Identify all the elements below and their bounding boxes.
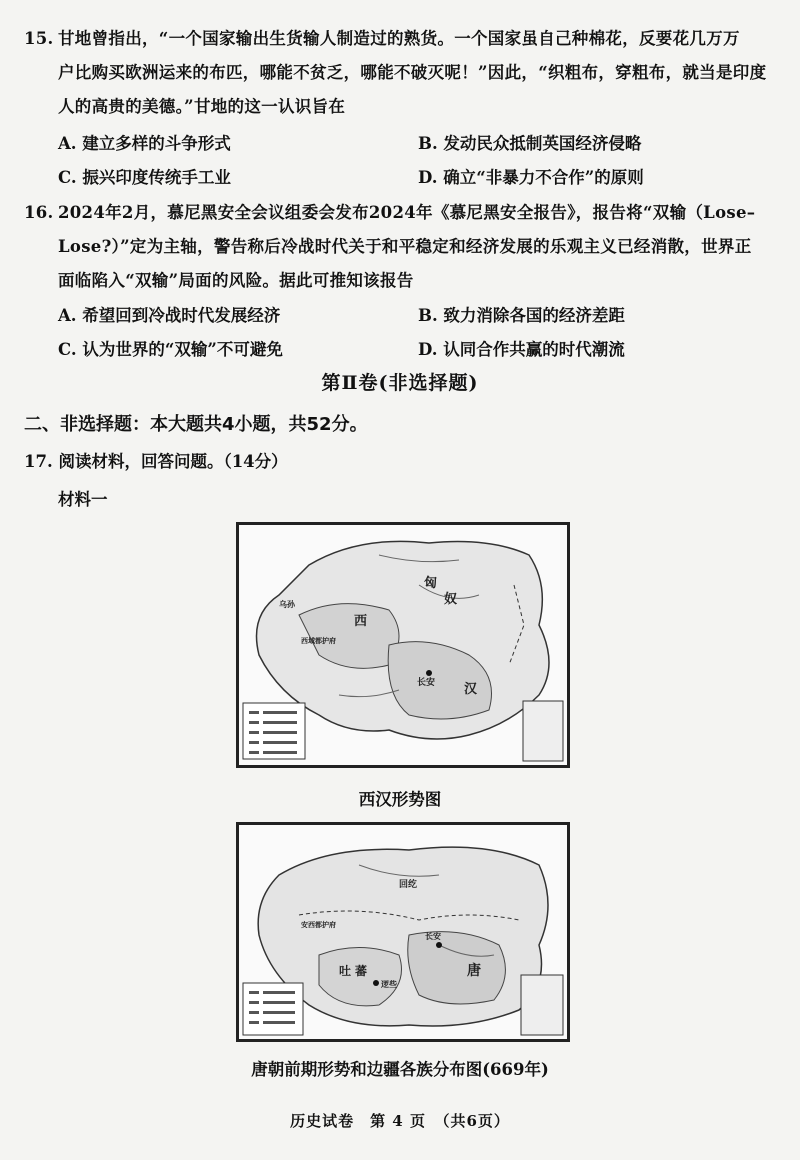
western-han-map-caption: 西汉形势图 [358, 790, 442, 809]
section-title: 第Ⅱ卷(非选择题) [321, 372, 479, 394]
label-huihe: 回纥 [399, 880, 418, 890]
q15-option-a[interactable]: A. 建立多样的斗争形式 [58, 134, 231, 153]
question-16-options [58, 302, 758, 362]
label-xi: 西 [354, 614, 368, 629]
early-tang-map-caption: 唐朝前期形势和边疆各族分布图(669年) [251, 1060, 549, 1079]
label-wusun: 乌孙 [279, 600, 295, 609]
tang-core-area [408, 932, 506, 1004]
label-xiyu: 西域都护府 [301, 637, 336, 645]
part-two-heading: 二、非选择题：本大题共4小题，共52分。 [24, 414, 368, 435]
map2-legend [243, 983, 303, 1035]
label-anxi: 安西都护府 [301, 921, 336, 929]
label-han: 汉 [464, 682, 478, 697]
early-tang-map [236, 822, 570, 1042]
tang-changan-marker [436, 942, 442, 948]
question-15-line-2: 户比购买欧洲运来的布匹，哪能不贫乏，哪能不破灭呢！”因此，“织粗布，穿粗布，就当是印度 [58, 63, 767, 82]
page-footer: 历史试卷 第 4 页 （共6页） [290, 1112, 510, 1130]
q15-option-c[interactable]: C. 振兴印度传统手工业 [58, 168, 231, 187]
label-tubo-b: 蕃 [355, 964, 368, 978]
label-tang-changan: 长安 [425, 932, 441, 941]
label-tang: 唐 [467, 963, 481, 979]
question-16-line-3: 面临陷入“双输”局面的风险。据此可推知该报告 [58, 271, 414, 290]
luoxie-marker [373, 980, 379, 986]
question-16-number: 16. [24, 203, 54, 222]
label-xiongnu-b: 奴 [444, 592, 458, 607]
label-tubo-a: 吐 [339, 964, 352, 978]
western-han-map [236, 522, 570, 768]
question-15-options [58, 130, 758, 190]
early-tang-map-svg [239, 825, 567, 1039]
question-15-line-1: 15. 甘地曾指出，“一个国家输出生货输人制造过的熟货。一个国家虽自己种棉花，反要花几万万 [24, 22, 784, 56]
q15-option-d[interactable]: D. 确立“非暴力不合作”的原则 [418, 168, 644, 187]
material-one-label: 材料一 [58, 490, 108, 509]
q16-option-b[interactable]: B. 致力消除各国的经济差距 [418, 306, 625, 325]
q16-option-d[interactable]: D. 认同合作共赢的时代潮流 [418, 340, 625, 359]
map1-inset [523, 701, 563, 761]
question-16 [24, 196, 784, 298]
question-16-line-2: Lose?）”定为主轴，警告称后冷战时代关于和平稳定和经济发展的乐观主义已经消散，世界正 [58, 237, 752, 256]
changan-marker [426, 670, 432, 676]
western-han-map-svg [239, 525, 567, 765]
q16-option-a[interactable]: A. 希望回到冷战时代发展经济 [58, 306, 281, 325]
question-17: 17. 阅读材料，回答问题。（14分） [24, 452, 288, 471]
map2-inset [521, 975, 563, 1035]
question-15-number: 15. [24, 29, 54, 48]
question-15-line-3: 人的高贵的美德。”甘地的这一认识旨在 [58, 97, 346, 116]
label-xiongnu-a: 匈 [424, 576, 438, 591]
label-luoxie: 逻些 [381, 980, 397, 989]
q15-option-b[interactable]: B. 发动民众抵制英国经济侵略 [418, 134, 642, 153]
label-changan: 长安 [417, 678, 436, 688]
question-16-line-1: 16. 2024年2月，慕尼黑安全会议组委会发布2024年《慕尼黑安全报告》，报告将“双输（Lose– [24, 196, 784, 230]
question-15 [24, 22, 784, 124]
q16-option-c[interactable]: C. 认为世界的“双输”不可避免 [58, 340, 283, 359]
